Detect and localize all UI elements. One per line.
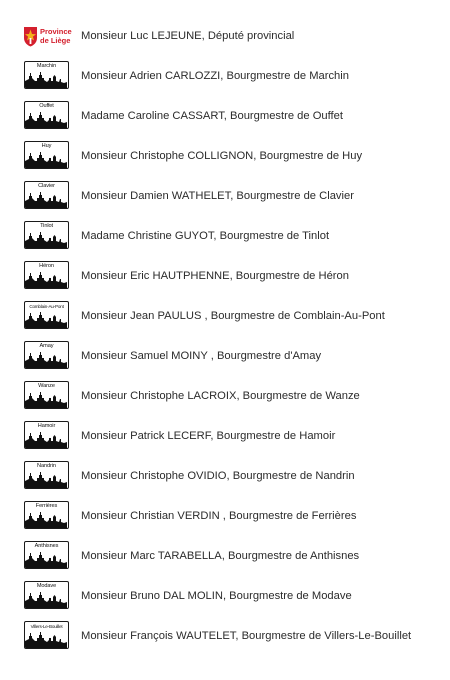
official-rows <box>0 56 450 656</box>
commune-label: Ouffet <box>39 103 54 109</box>
province-logo-text <box>40 27 72 45</box>
commune-badge <box>24 261 69 289</box>
official-name: Monsieur Samuel MOINY , Bourgmestre d'Amay <box>81 350 322 362</box>
province-crest-icon <box>23 26 38 47</box>
official-row <box>0 256 450 296</box>
commune-skyline-icon <box>25 110 67 128</box>
commune-badge <box>24 461 69 489</box>
official-name: Monsieur Eric HAUTPHENNE, Bourgmestre de Héron <box>81 270 349 282</box>
commune-label: Wanze <box>38 383 55 389</box>
commune-badge <box>24 501 69 529</box>
commune-skyline-icon <box>25 390 67 408</box>
commune-skyline-icon <box>25 550 67 568</box>
header-row <box>0 16 450 56</box>
commune-skyline-icon <box>25 510 67 528</box>
commune-label: Clavier <box>38 183 55 189</box>
commune-badge <box>24 181 69 209</box>
commune-badge <box>24 341 69 369</box>
commune-label: Anthisnes <box>34 543 59 549</box>
commune-badge <box>24 541 69 569</box>
commune-skyline-icon <box>25 590 67 608</box>
commune-label: Huy <box>41 143 52 149</box>
commune-badge <box>24 581 69 609</box>
commune-badge <box>24 141 69 169</box>
official-name: Monsieur Adrien CARLOZZI, Bourgmestre de Marchin <box>81 70 349 82</box>
official-name: Monsieur Marc TARABELLA, Bourgmestre de Anthisnes <box>81 550 360 562</box>
official-name: Monsieur Christophe LACROIX, Bourgmestre de Wanze <box>81 390 360 402</box>
commune-skyline-icon <box>25 270 67 288</box>
official-row <box>0 576 450 616</box>
official-name: Monsieur Damien WATHELET, Bourgmestre de Clavier <box>81 190 354 202</box>
commune-label: Héron <box>39 263 54 269</box>
commune-skyline-icon <box>25 230 67 248</box>
commune-skyline-icon <box>25 630 67 648</box>
official-row <box>0 416 450 456</box>
official-name: Monsieur François WAUTELET, Bourgmestre de Villers-Le-Bouillet <box>81 630 412 642</box>
official-row <box>0 56 450 96</box>
official-row <box>0 616 450 656</box>
commune-label: Villers-Le-Bouillet <box>30 624 63 629</box>
commune-label: Amay <box>39 343 54 349</box>
official-row <box>0 336 450 376</box>
officials-list <box>0 16 450 656</box>
official-name: Monsieur Bruno DAL MOLIN, Bourgmestre de Modave <box>81 590 352 602</box>
commune-skyline-icon <box>25 430 67 448</box>
official-row <box>0 216 450 256</box>
province-logo-line2: de Liège <box>40 36 71 45</box>
official-name: Monsieur Christian VERDIN , Bourgmestre de Ferrières <box>81 510 357 522</box>
official-name: Madame Christine GUYOT, Bourgmestre de Tinlot <box>81 230 330 242</box>
official-row <box>0 96 450 136</box>
commune-badge <box>24 421 69 449</box>
commune-skyline-icon <box>25 150 67 168</box>
commune-skyline-icon <box>25 470 67 488</box>
commune-badge <box>24 381 69 409</box>
official-name: Madame Caroline CASSART, Bourgmestre de Ouffet <box>81 110 343 122</box>
commune-badge <box>24 61 69 89</box>
commune-label: Ferrières <box>35 503 58 509</box>
province-logo-line1: Province <box>40 27 72 36</box>
official-row <box>0 456 450 496</box>
commune-badge <box>24 621 69 649</box>
commune-label: Modave <box>36 583 57 589</box>
official-name: Monsieur Christophe COLLIGNON, Bourgmestre de Huy <box>81 150 363 162</box>
commune-label: Comblain-Au-Pont <box>29 304 64 309</box>
commune-badge <box>24 301 69 329</box>
commune-badge <box>24 221 69 249</box>
official-row <box>0 496 450 536</box>
commune-skyline-icon <box>25 190 67 208</box>
commune-badge <box>24 101 69 129</box>
official-row <box>0 136 450 176</box>
commune-skyline-icon <box>25 310 67 328</box>
commune-label: Nandrin <box>37 463 56 469</box>
commune-skyline-icon <box>25 70 67 88</box>
commune-label: Marchin <box>36 63 57 69</box>
province-de-liege-logo <box>23 24 75 48</box>
official-row <box>0 176 450 216</box>
commune-skyline-icon <box>25 350 67 368</box>
commune-label: Tinlot <box>40 223 53 229</box>
official-row <box>0 296 450 336</box>
official-row <box>0 536 450 576</box>
deputy-name: Monsieur Luc LEJEUNE, Député provincial <box>81 30 295 42</box>
official-name: Monsieur Patrick LECERF, Bourgmestre de Hamoir <box>81 430 336 442</box>
official-row <box>0 376 450 416</box>
official-name: Monsieur Jean PAULUS , Bourgmestre de Comblain-Au-Pont <box>81 310 385 322</box>
commune-label: Hamoir <box>37 423 56 429</box>
official-name: Monsieur Christophe OVIDIO, Bourgmestre de Nandrin <box>81 470 355 482</box>
